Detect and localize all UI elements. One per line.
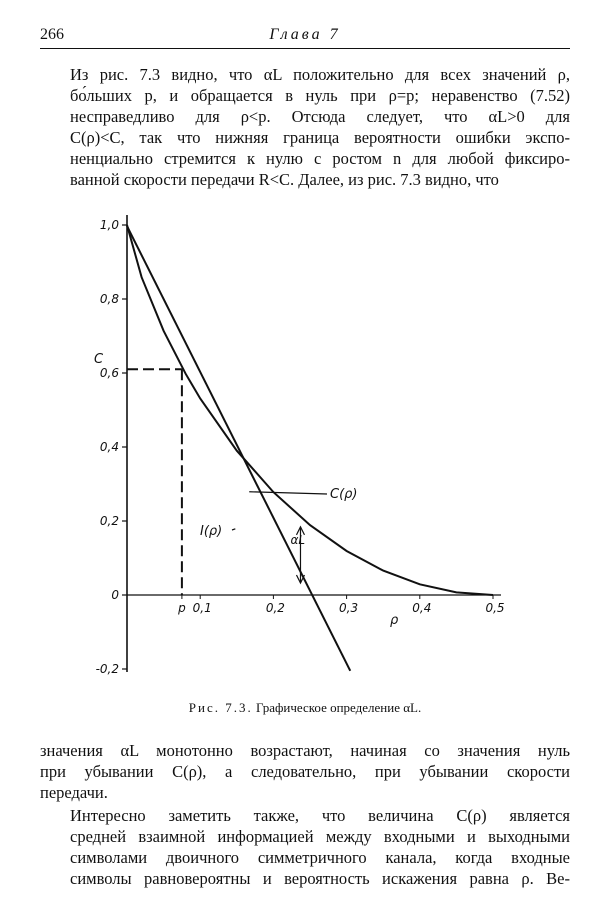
text-line: символы равновероятны и вероятность искажения равна ρ. Ве-	[70, 869, 570, 888]
caption-text: Графическое определение αL.	[256, 700, 422, 715]
y-tick-label: 0,4	[99, 440, 119, 454]
curve-label: C(ρ)	[330, 487, 358, 502]
text-line: значения αL монотонно возрастают, начиная со значения нуль	[40, 741, 570, 760]
y-tick-label: 0	[111, 588, 119, 602]
text-line: несправедливо для ρ<p. Отсюда следует, что αL>0 для	[70, 107, 570, 126]
text-line: Из рис. 7.3 видно, что αL положительно для всех значений ρ,	[70, 65, 570, 84]
y-tick-label: 0,6	[99, 366, 119, 380]
tangent-label: I(ρ)	[200, 524, 223, 539]
text-line: передачи.	[40, 783, 108, 802]
y-axis-label: C	[94, 352, 104, 367]
x-tick-label: 0,4	[412, 601, 432, 615]
text-line: ванной скорости передачи R<C. Далее, из рис. 7.3 видно, что	[70, 170, 499, 189]
text-line: бо́льших p, и обращается в нуль при ρ=p; неравенство (7.52)	[70, 86, 570, 105]
tangent-line	[127, 226, 350, 671]
y-tick-label: -0,2	[95, 662, 119, 676]
text-line: ненциально стремится к нулю с ростом n для любой фиксиро-	[70, 149, 570, 168]
x-tick-label: 0,3	[339, 601, 359, 615]
chart-labels	[94, 352, 399, 628]
paragraph-mutual-information	[40, 805, 570, 889]
x-tick-label: 0,5	[485, 601, 505, 615]
caption-label: Рис. 7.3.	[188, 700, 253, 715]
chapter-title: Глава 7	[269, 26, 341, 43]
figure-caption	[0, 700, 610, 716]
y-tick-label: 0,8	[99, 292, 119, 306]
text-line: C(ρ)<C, так что нижняя граница вероятности ошибки экспо-	[70, 128, 570, 147]
paragraph-continuation	[40, 740, 570, 803]
tangent-label-leader	[232, 529, 235, 530]
alpha-label: αL	[290, 533, 306, 547]
text-line: Интересно заметить также, что величина C(ρ) является	[70, 806, 570, 825]
x-tick-label: p	[178, 601, 186, 615]
x-axis-label: ρ	[390, 613, 399, 628]
text-line: средней взаимной информацией между входными и выходными	[70, 827, 570, 846]
y-tick-label: 0,2	[99, 514, 119, 528]
x-tick-label: 0,2	[265, 601, 285, 615]
text-line: при убывании C(ρ), а следовательно, при убывании скорости	[40, 762, 570, 781]
page-number: 266	[40, 26, 64, 43]
x-tick-label: 0,1	[192, 601, 212, 615]
y-tick-label: 1,0	[99, 218, 119, 232]
text-line: символами двоичного симметричного канала, когда входные	[70, 848, 570, 867]
